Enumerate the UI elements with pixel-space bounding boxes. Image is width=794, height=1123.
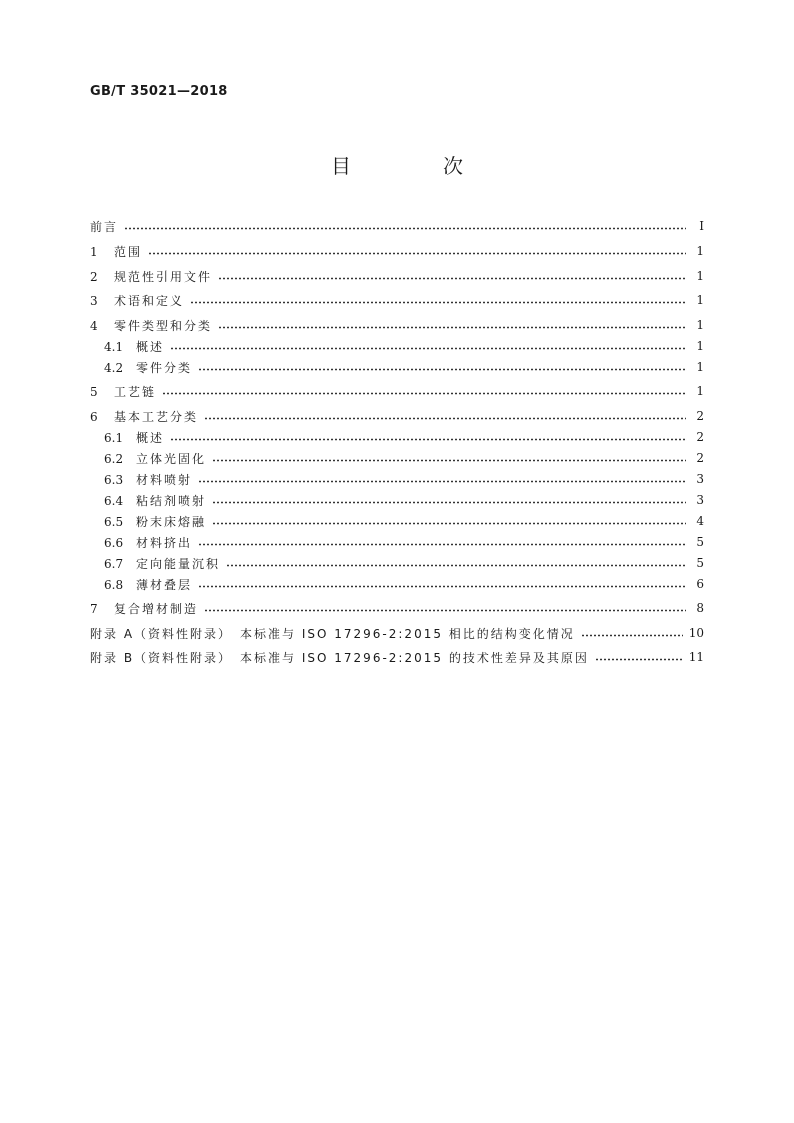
toc-entry-page: 10 [688, 626, 704, 640]
page-title: 目 次 [331, 154, 499, 178]
dot-leader [170, 347, 686, 350]
toc-entry-title: 附录 A（资料性附录） 本标准与 ISO 17296-2:2015 相比的结构变化情况 [90, 626, 575, 641]
toc-entry-page: 2 [696, 451, 704, 465]
toc-entry[interactable] [90, 291, 704, 309]
toc-entry[interactable] [90, 491, 704, 509]
toc-entry-title: 基本工艺分类 [114, 409, 199, 424]
toc-entry-label [90, 555, 226, 572]
dot-leader [198, 480, 686, 483]
dot-leader [212, 459, 686, 462]
toc-entry-number: 6.5 [104, 514, 124, 529]
toc-entry-label [90, 292, 190, 309]
dot-leader [218, 326, 686, 329]
toc-entry-title: 粘结剂喷射 [136, 493, 207, 508]
toc-entry[interactable] [90, 337, 704, 355]
toc-entry-page: 8 [696, 601, 704, 615]
toc-entry[interactable] [90, 407, 704, 425]
toc-entry-number: 5 [90, 384, 98, 399]
toc-entry-label [90, 429, 170, 446]
toc-entry-page: 1 [696, 318, 704, 332]
toc-entry-label [90, 450, 212, 467]
table-of-contents [90, 0, 704, 1123]
dot-leader [595, 658, 683, 661]
toc-entry-number: 6 [90, 409, 98, 424]
toc-entry-label [90, 359, 198, 376]
toc-entry-title: 概述 [136, 430, 165, 445]
toc-entry-page: 4 [696, 514, 704, 528]
toc-entry-label [90, 317, 218, 334]
toc-entry-number: 6.4 [104, 493, 124, 508]
toc-entry-title: 零件类型和分类 [114, 318, 213, 333]
toc-entry-label [90, 534, 198, 551]
toc-entry-title: 材料挤出 [136, 535, 193, 550]
dot-leader [226, 564, 686, 567]
toc-entry[interactable] [90, 217, 704, 235]
toc-entry-page: 2 [696, 409, 704, 423]
toc-entry-label [90, 218, 124, 235]
dot-leader [212, 522, 686, 525]
toc-entry-label [90, 408, 204, 425]
dot-leader [581, 634, 683, 637]
toc-entry[interactable] [90, 554, 704, 572]
toc-entry[interactable] [90, 533, 704, 551]
toc-entry-number: 6.8 [104, 577, 124, 592]
toc-entry-page: 5 [696, 535, 704, 549]
toc-entry[interactable] [90, 512, 704, 530]
toc-entry[interactable] [90, 470, 704, 488]
toc-entry-page: 1 [696, 384, 704, 398]
dot-leader [198, 543, 686, 546]
toc-entry-title: 粉末床熔融 [136, 514, 207, 529]
dot-leader [212, 501, 686, 504]
toc-entry-title: 零件分类 [136, 360, 193, 375]
toc-entry-title: 术语和定义 [114, 293, 185, 308]
toc-entry-label [90, 471, 198, 488]
toc-entry-page: 1 [696, 339, 704, 353]
dot-leader [198, 368, 686, 371]
toc-entry-number: 1 [90, 244, 98, 259]
toc-entry[interactable] [90, 382, 704, 400]
toc-entry-number: 6.6 [104, 535, 124, 550]
toc-entry-label [90, 492, 212, 509]
toc-entry-title: 复合增材制造 [114, 601, 199, 616]
toc-entry-number: 6.3 [104, 472, 124, 487]
dot-leader [218, 277, 686, 280]
toc-entry-page: 1 [696, 360, 704, 374]
toc-entry-label [90, 649, 595, 666]
toc-entry[interactable] [90, 449, 704, 467]
toc-entry-page: 1 [696, 293, 704, 307]
toc-entry-label [90, 625, 581, 642]
toc-entry-page: Ⅰ [699, 219, 704, 233]
toc-entry-page: 6 [696, 577, 704, 591]
dot-leader [170, 438, 686, 441]
toc-entry[interactable] [90, 624, 704, 642]
toc-entry-label [90, 513, 212, 530]
toc-entry-label [90, 383, 162, 400]
toc-entry-title: 立体光固化 [136, 451, 207, 466]
toc-entry-title: 附录 B（资料性附录） 本标准与 ISO 17296-2:2015 的技术性差异及其原因 [90, 650, 589, 665]
toc-entry-label [90, 268, 218, 285]
toc-entry[interactable] [90, 648, 704, 666]
toc-entry[interactable] [90, 358, 704, 376]
dot-leader [198, 585, 686, 588]
toc-entry[interactable] [90, 428, 704, 446]
toc-entry-title: 规范性引用文件 [114, 269, 213, 284]
toc-entry-page: 2 [696, 430, 704, 444]
toc-entry-label [90, 338, 170, 355]
toc-entry-number: 6.7 [104, 556, 124, 571]
dot-leader [162, 392, 686, 395]
toc-entry[interactable] [90, 316, 704, 334]
toc-entry-label [90, 243, 148, 260]
toc-entry-title: 薄材叠层 [136, 577, 193, 592]
toc-entry-title: 工艺链 [114, 384, 157, 399]
dot-leader [204, 609, 686, 612]
dot-leader [148, 252, 686, 255]
toc-entry-title: 材料喷射 [136, 472, 193, 487]
toc-entry-number: 6.2 [104, 451, 124, 466]
toc-entry[interactable] [90, 599, 704, 617]
toc-entry-number: 2 [90, 269, 98, 284]
toc-entry-number: 6.1 [104, 430, 124, 445]
dot-leader [190, 301, 686, 304]
toc-entry-title: 范围 [114, 244, 143, 259]
toc-entry-page: 11 [688, 650, 704, 664]
toc-entry-page: 5 [696, 556, 704, 570]
toc-entry-page: 3 [696, 472, 704, 486]
toc-entry-title: 前言 [90, 219, 119, 234]
dot-leader [124, 227, 686, 230]
toc-entry-page: 1 [696, 244, 704, 258]
toc-entry-number: 3 [90, 293, 98, 308]
toc-entry[interactable] [90, 575, 704, 593]
toc-entry-number: 7 [90, 601, 98, 616]
toc-entry-page: 1 [696, 269, 704, 283]
toc-entry[interactable] [90, 242, 704, 260]
toc-entry-page: 3 [696, 493, 704, 507]
toc-entry[interactable] [90, 267, 704, 285]
toc-entry-title: 定向能量沉积 [136, 556, 221, 571]
toc-entry-number: 4 [90, 318, 98, 333]
dot-leader [204, 417, 686, 420]
toc-entry-label [90, 600, 204, 617]
standard-number: GB/T 35021—2018 [90, 84, 228, 99]
toc-entry-title: 概述 [136, 339, 165, 354]
toc-entry-number: 4.1 [104, 339, 124, 354]
toc-entry-label [90, 576, 198, 593]
toc-entry-number: 4.2 [104, 360, 124, 375]
